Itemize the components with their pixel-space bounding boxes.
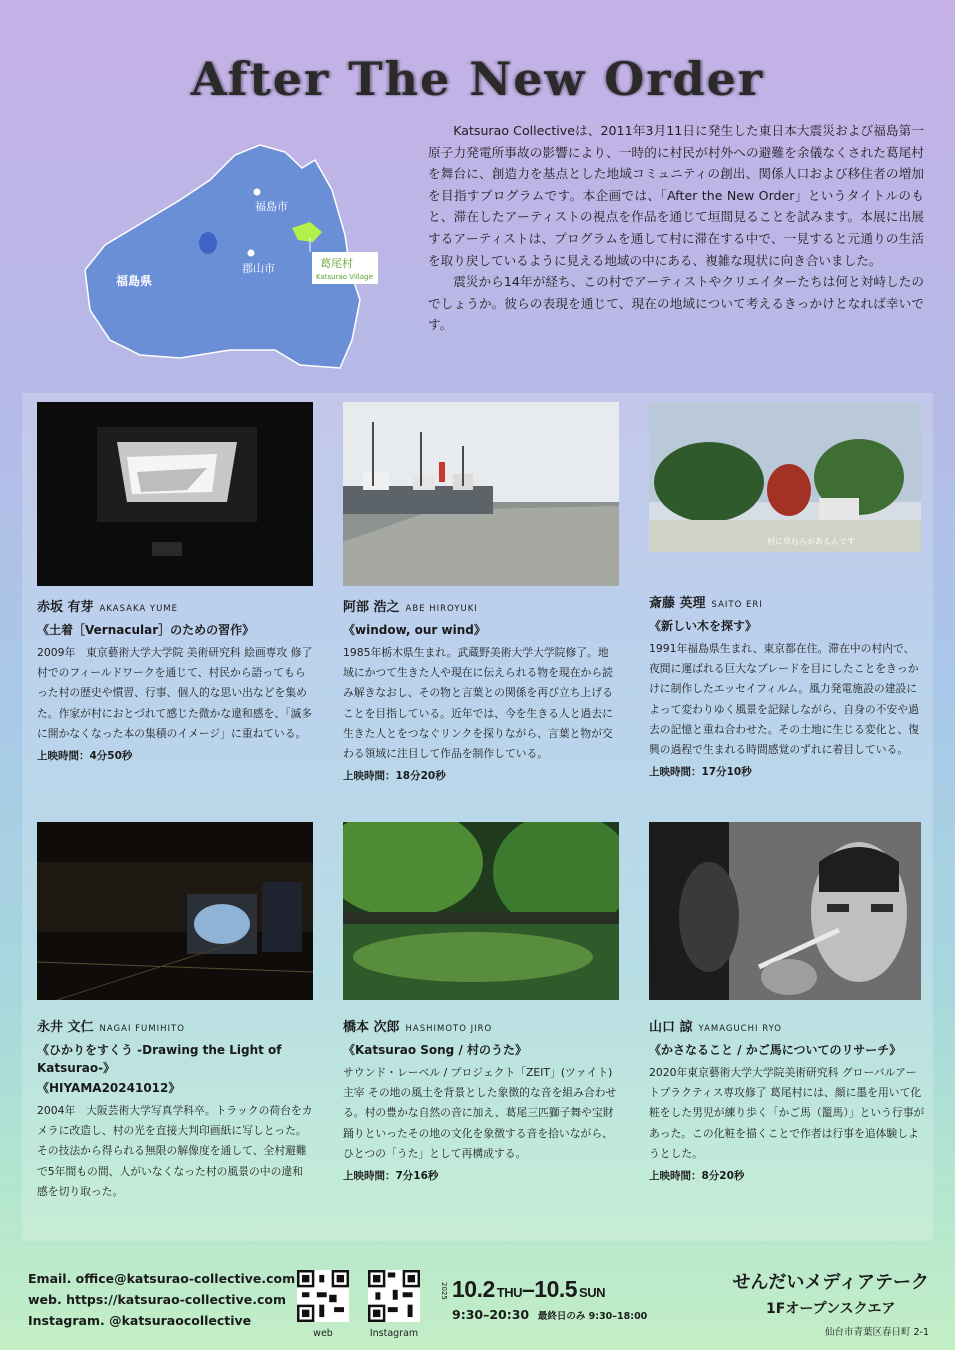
intro-paragraph-2: 震災から14年が経ち、この村でアーティストやクリエイターたちは何と対峙したのでしょうか。彼らの表現を通じて、現在の地域について考えるきっかけとなれば幸いです。 [428,274,924,333]
artwork-title: 《土着［Vernacular］のための習作》 [37,623,255,637]
screening-time: 上映時間：7分16秒 [343,1170,439,1183]
contact-email[interactable]: Email. office@katsurao-collective.com [28,1271,296,1286]
qr-label-web: web [313,1328,333,1339]
artist-bio: 1985年栃木県生まれ。武蔵野美術大学大学院修了。地域にかつて生きた人や現在に伝えられる物を現在から読み解きなおし、その物と言葉との関係を再び立ち上げることを目指している。近年では、今を生きる人と過去に生きた人とをつなぐリンクを探りながら、言葉と物が交わる領域に注目して作品を制作している。 [343,646,613,761]
artist-name: 阿部 浩之 ABE HIROYUKI [343,600,478,615]
artist-bio: 2020年東京藝術大学大学院美術研究科 グローバルアートプラクティス専攻修了 葛尾村には、顔に墨を用いて化粧をした男児が練り歩く「かご馬（籠馬）」という行事があった。この化粧を描くことで作者は行事を追体験しようとした。 [649,1066,925,1160]
artwork-photo-hashimoto [343,822,619,1000]
village-label: 葛尾村 [320,257,353,270]
opening-hours: 9:30–20:30 最終日のみ 9:30–18:00 [452,1307,648,1322]
city1-label: 福島市 [255,200,288,213]
city2-label: 郡山市 [242,262,275,275]
artist-bio: 2009年 東京藝術大学大学院 美術研究科 絵画専攻 修了 村でのフィールドワークを通じて、村民から語ってもらった村の歴史や慣習、行事、個人的な思い出などを集めた。作家が村におとづれて感じた微かな違和感を、「滅多に開かなくなった本の集積のイメージ」に重ねている。 [37,646,313,740]
artwork-title: 《ひかりをすくう -Drawing the Light of Katsurao-》 [37,1043,282,1075]
artwork-title: 《Katsurao Song / 村のうた》 [343,1043,528,1057]
venue-name: せんだいメディアテーク [732,1272,929,1293]
qr-code-web[interactable] [297,1270,349,1322]
venue-address: 仙台市青葉区春日町 2-1 [824,1327,929,1338]
artist-name: 赤坂 有芽 AKASAKA YUME [37,600,179,615]
artist-bio: 1991年福島県生まれ、東京都在住。滞在中の村内で、夜間に運ばれる巨大なブレードを目にしたことをきっかけに制作したエッセイフィルム。風力発電施設の建設によって変わりゆく風景を記録しながら、自身の不安や過去の記憶と重ね合わせた。その土地に生じる変化と、復興の過程で生まれる時間感覚のずれに着目している。 [649,642,919,757]
poster-title: After The New Order [190,52,765,106]
artist-card-hashimoto [343,822,619,1183]
year-label: 2025 [440,1282,448,1300]
artwork-title: 《window, our wind》 [343,623,486,637]
artwork-photo-akasaka [37,402,313,586]
artwork-photo-saito [649,402,921,552]
artwork-photo-nagai [37,822,313,1000]
artist-name: 山口 諒 YAMAGUCHI RYO [649,1020,783,1035]
venue-floor: 1Fオープンスクエア [766,1301,896,1317]
artist-bio: 2004年 大阪芸術大学写真学科卒。トラックの荷台をカメラに改造し、村の光を直接大判印画紙に写しとった。その技法から得られる無限の解像度を通して、全村避難で5年間もの間、人がいなくなった村の風景の中の違和感を切り取った。 [37,1104,313,1198]
artist-name: 橋本 次郎 HASHIMOTO JIRO [343,1020,493,1035]
artwork-title-2: 《HIYAMA20241012》 [37,1081,181,1095]
artwork-title: 《かさなること / かご馬についてのリサーチ》 [649,1043,902,1057]
artist-name: 永井 文仁 NAGAI FUMIHITO [37,1020,185,1035]
artwork-title: 《新しい木を探す》 [649,619,758,633]
intro-paragraph-1: Katsurao Collectiveは、2011年3月11日に発生した東日本大震災および福島第一原子力発電所事故の影響により、一時的に村民が村外への避難を余儀なくされた葛尾村を舞台に、創造力を基点とした地域コミュニティの創出、関係人口および移住者の増加を目指すプログラムです。本企画では、「After the New Order」というタイトルのもと、滞在したアーティストの視点を作品を通じて垣間見ることを試みます。本展に出展するアーティストは、プログラムを通して村に滞在する中で、一見すると元通りの生活を取り戻しているように見える地域の中にある、複雑な現状に向き合いました。 [428,123,924,268]
artwork-photo-yamaguchi [649,822,921,1000]
prefecture-label: 福島県 [116,274,153,288]
date-range: 10.2 THU–10.5 SUN [452,1276,605,1302]
city2-dot [248,250,255,257]
venue-info [732,1268,929,1338]
fukushima-map [70,140,410,380]
screening-time: 上映時間：17分10秒 [649,766,752,779]
screening-time: 上映時間：4分50秒 [37,750,133,763]
artist-bio: サウンド・レーベル / プロジェクト「ZEIT」(ツァイト) 主宰 その地の風土を背景とした象徴的な音を組み合わせる。村の豊かな自然の音に加え、葛尾三匹獅子舞や宝財踊りといったその地の文化を象徴する音を拾いながら、ひとつの「うた」として再構成する。 [343,1066,617,1160]
artist-name: 斎藤 英理 SAITO ERI [649,596,763,611]
artist-card-abe [343,402,619,783]
screening-time: 上映時間：18分20秒 [343,770,446,783]
contact-web[interactable]: web. https://katsurao-collective.com [28,1292,286,1307]
contact-instagram[interactable]: Instagram. @katsuraocollective [28,1313,252,1328]
artist-card-akasaka [37,402,313,763]
qr-label-instagram: Instagram [369,1328,419,1339]
artist-card-saito [649,402,925,779]
screening-time: 上映時間：8分20秒 [649,1170,745,1183]
artist-card-yamaguchi [649,822,925,1183]
city1-dot [254,189,261,196]
village-label-en: Katsurao Village [316,273,373,281]
artist-card-nagai [37,822,313,1202]
contact-info [28,1268,295,1331]
intro-text [428,120,924,336]
svg-text:村に草むらがあるんです: 村に草むらがあるんです [767,537,855,546]
qr-code-instagram[interactable] [368,1270,420,1322]
lake-inawashiro [199,232,217,254]
artwork-photo-abe [343,402,619,586]
exhibition-dates [452,1276,647,1322]
